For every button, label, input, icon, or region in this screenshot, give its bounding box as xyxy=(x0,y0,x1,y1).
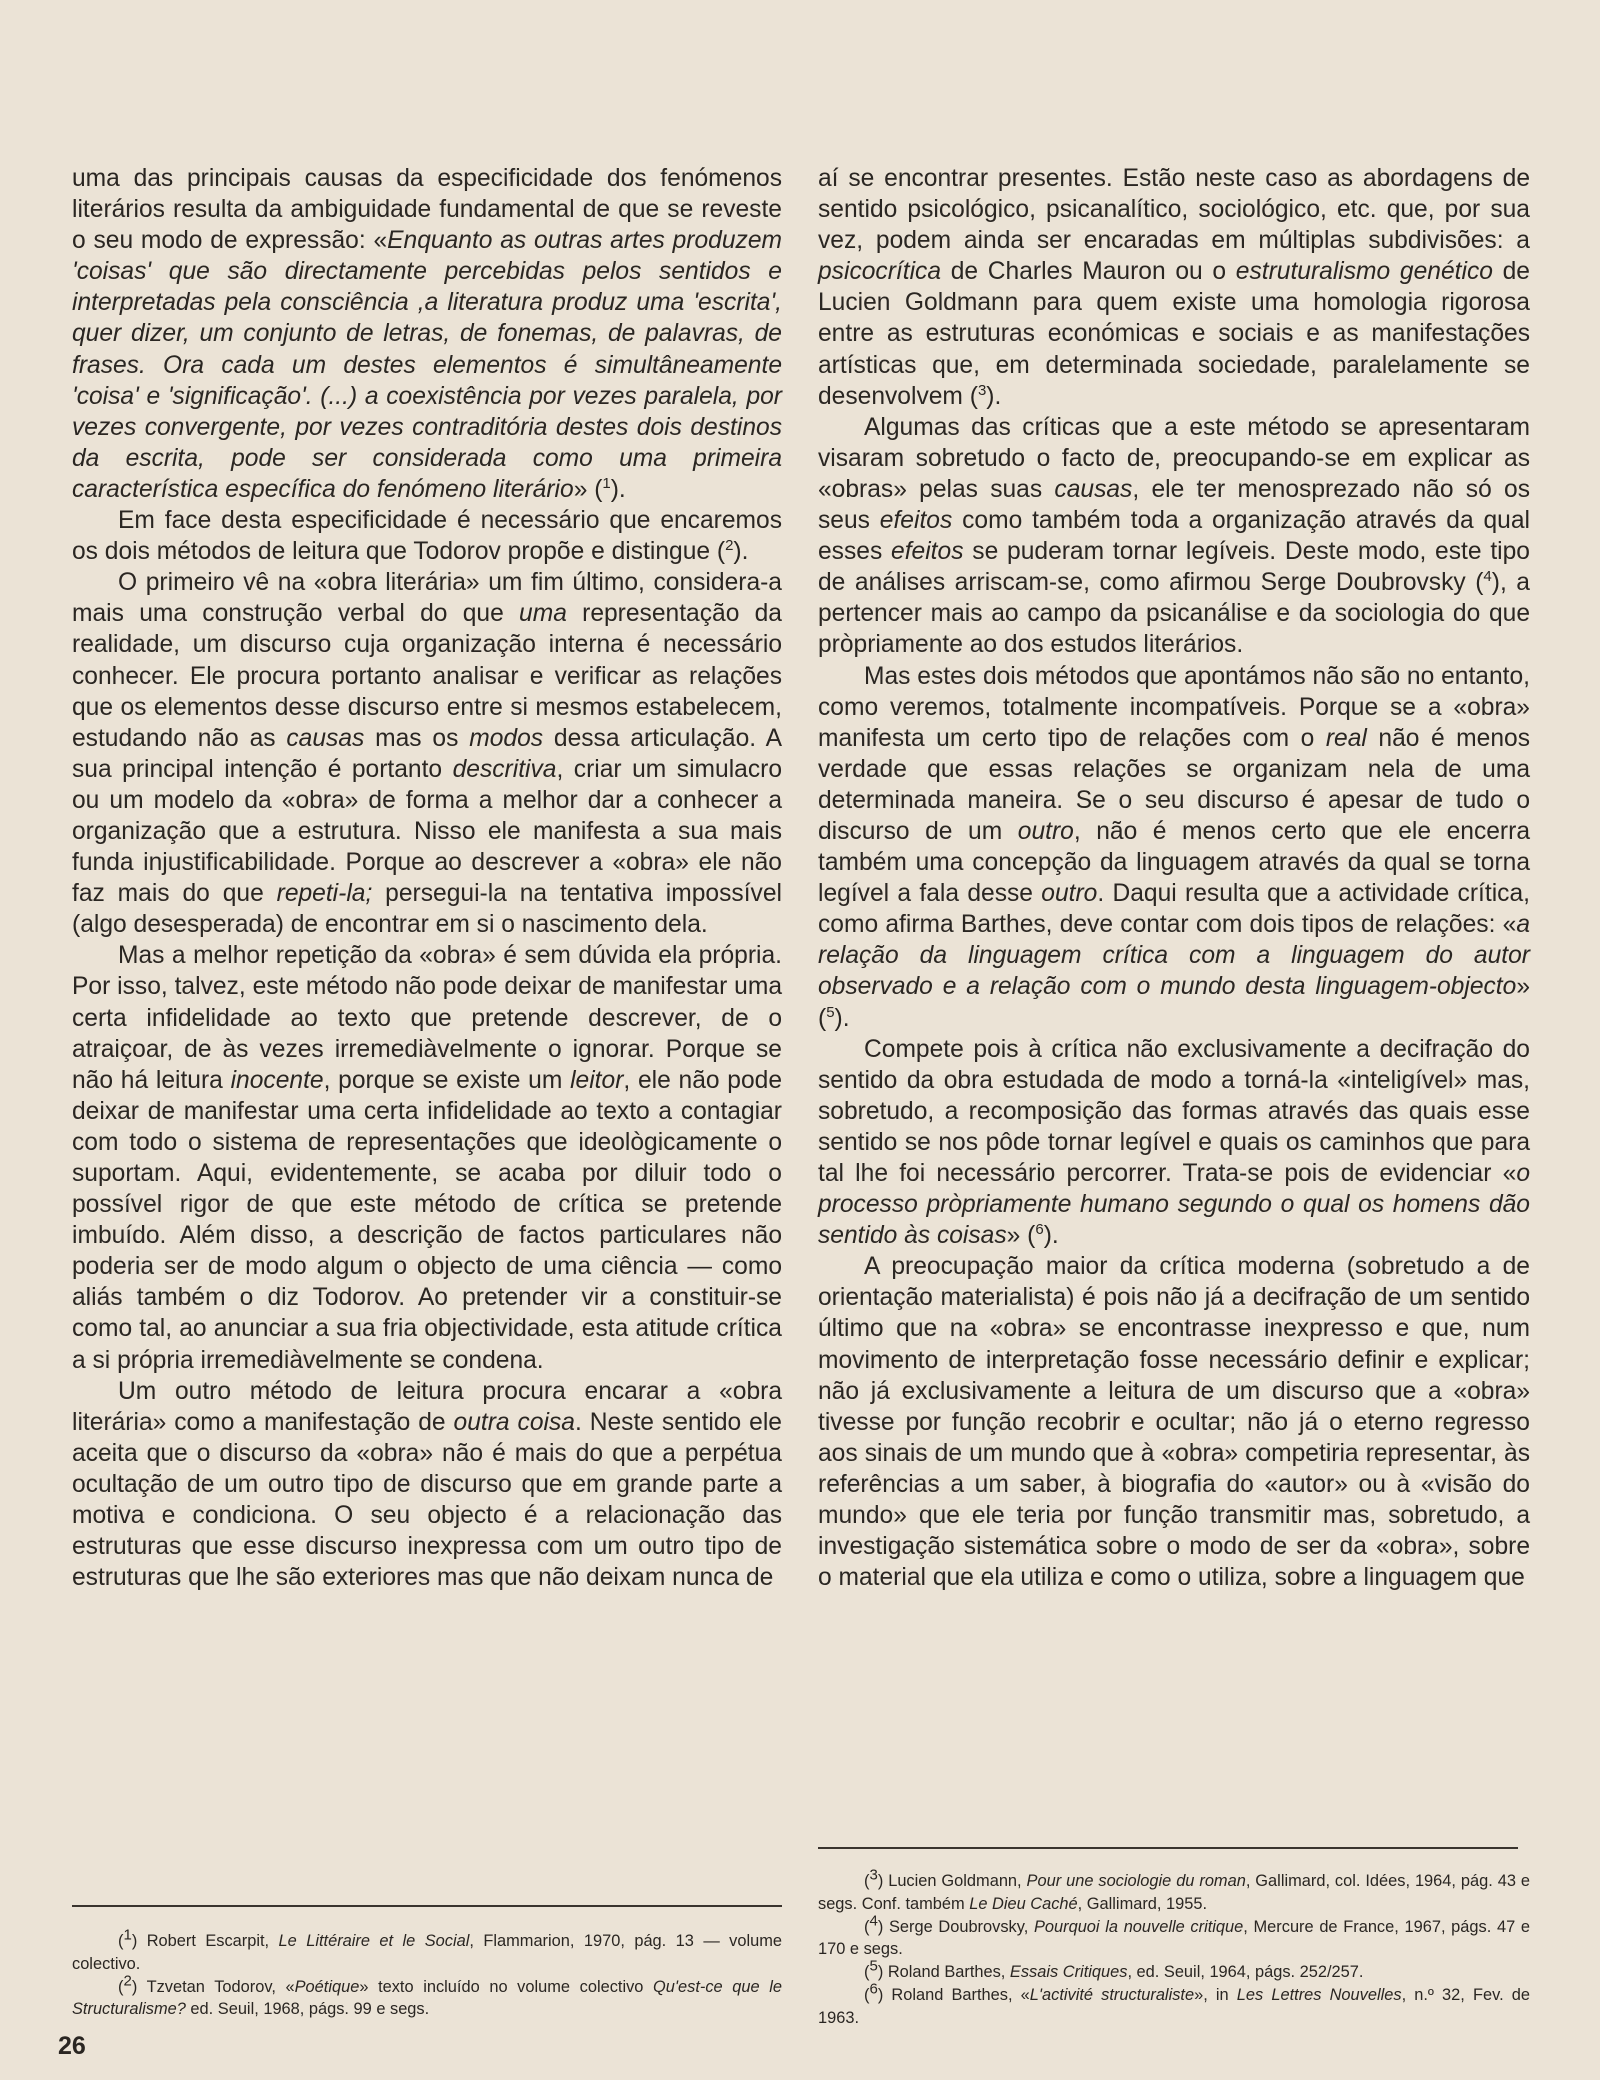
italic-run: Enquanto as outras artes produzem 'coisas' que são directamente percebidas pelos sentidos e interpretadas pela consciência ,a literatura produz uma 'escrita', quer dizer, um conjunto de letras, de fonemas, de palavras, de frases. Ora cada um destes elementos é simultâneamente 'coisa' e 'significação'. (...) a coexistência por vezes paralela, por vezes convergente, por vezes contraditória destes dois destinos da escrita, pode ser considerada como uma primeira característica específica do fenómeno literário xyxy=(72,227,782,503)
footnote-marker: 4 xyxy=(1483,568,1492,586)
footnote-marker: 1 xyxy=(602,474,611,492)
text-run: , ele não pode deixar de manifestar uma certa infidelidade ao texto a contagiar com todo o sistema de representações que ideològicamente o suportam. Aqui, evidentemente, se acaba por diluir todo o possível rigor de que este método de crítica se pretende imbuído. Além disso, a descrição de factos particulares não poderia ser de modo algum o objecto de uma ciência — como aliás também o diz Todorov. Ao pretender vir a constituir-se como tal, ao anunciar a sua fria objectividade, esta atitude crítica a si própria irremediàvelmente se condena. xyxy=(72,1066,783,1374)
italic-run: Poétique xyxy=(294,1977,360,1996)
text-run: ( xyxy=(864,1985,870,2004)
text-run: », in xyxy=(1194,1985,1237,2004)
text-run: ) Robert Escarpit, xyxy=(131,1932,279,1950)
text-run: , n.º 32, Fev. de 1963. xyxy=(818,1985,1530,2027)
footnote-marker: 3 xyxy=(869,1866,878,1884)
text-run: , não é menos certo que ele encerra também uma concepção da linguagem através da qual se torna legível a fala desse xyxy=(818,817,1530,908)
text-run: ( xyxy=(118,1977,124,1996)
text-run: ( xyxy=(118,1932,124,1950)
text-run: , ele ter menosprezado não só os seus xyxy=(818,475,1530,535)
footnote xyxy=(818,1912,1530,1962)
text-run: » texto incluído no volume colectivo xyxy=(359,1977,654,1996)
footnote-marker: 4 xyxy=(869,1912,878,1930)
italic-run: L'activité structuraliste xyxy=(1029,1985,1195,2004)
footnote-marker: 6 xyxy=(869,1980,878,1998)
right-footnotes xyxy=(818,1866,1530,2030)
footnote-marker: 1 xyxy=(123,1926,132,1944)
italic-run: Qu'est-ce que le Structuralisme? xyxy=(72,1977,783,2019)
italic-run: a relação da linguagem crítica com a linguagem do autor observado e a relação com o mundo desta linguagem-objecto xyxy=(818,911,1530,1001)
footnote-marker: 5 xyxy=(826,1003,835,1021)
italic-run: repeti-la; xyxy=(276,880,373,908)
footnote-marker: 3 xyxy=(977,381,987,399)
paragraph xyxy=(818,163,1530,412)
text-run: ), a pertencer mais ao campo da psicanálise e da sociologia do que pròpriamente ao dos estudos literários. xyxy=(818,569,1530,659)
italic-run: uma xyxy=(519,600,567,628)
footnote-divider xyxy=(72,1905,782,1907)
italic-run: o processo pròpriamente humano segundo o qual os homens dão sentido às coisas xyxy=(818,1160,1530,1250)
text-run: aí se encontrar presentes. Estão neste caso as abordagens de sentido psicológico, psicanalítico, sociológico, etc. que, por sua vez, podem ainda ser encaradas em múltiplas subdivisões: a xyxy=(818,165,1530,255)
italic-run: modos xyxy=(469,724,544,752)
footnote xyxy=(818,1980,1530,2030)
italic-run: leitor xyxy=(570,1066,624,1094)
text-run: , ed. Seuil, 1964, págs. 252/257. xyxy=(1127,1963,1364,1982)
text-run: ) Serge Doubrovsky, xyxy=(877,1917,1034,1936)
footnote-marker: 6 xyxy=(1035,1221,1044,1238)
text-run: como também toda a organização através da qual esses xyxy=(818,507,1530,566)
italic-run: Le Littéraire et le Social xyxy=(278,1932,470,1950)
text-run: ). xyxy=(610,475,626,503)
text-run: » ( xyxy=(818,973,1530,1032)
paragraph xyxy=(72,940,782,1375)
italic-run: real xyxy=(1325,724,1367,752)
text-run: , Mercure de France, 1967, págs. 47 e 170 e segs. xyxy=(818,1917,1530,1959)
text-run: ) Roland Barthes, xyxy=(877,1963,1010,1982)
text-run: ). xyxy=(1043,1222,1059,1250)
text-run: dessa articulação. A sua principal intenção é portanto xyxy=(72,724,782,783)
italic-run: Pourquoi la nouvelle critique xyxy=(1033,1917,1244,1936)
text-run: Em face desta especificidade é necessário que encaremos os dois métodos de leitura que Todorov propõe e distingue ( xyxy=(72,507,782,566)
text-run: ( xyxy=(864,1872,870,1890)
text-run: ( xyxy=(864,1963,870,1982)
text-run: , porque se existe um xyxy=(323,1066,571,1094)
page-number: 26 xyxy=(58,2032,86,2060)
italic-run: causas xyxy=(1054,475,1133,503)
text-run: não é menos verdade que essas relações se organizam nela de uma determinada maneira. Se o seu discurso é apesar de tudo o discurso de um xyxy=(818,724,1530,845)
text-run: A preocupação maior da crítica moderna (sobretudo a de orientação materialista) é pois não já a decifração de um sentido último que na «obra» se encontrasse inexpresso e que, num movimento de interpretação fosse necessário definir e explicar; não já exclusivamente a leitura de um discurso que a «obra» tivesse por função recobrir e ocultar; não já o eterno regresso aos sinais de um mundo que à «obra» competiria representar, às referências a um saber, à biografia do «autor» ou à «visão do mundo» que ele teria por função transmitir mas, sobretudo, a investigação sistemática sobre o modo de ser da «obra», sobre o material que ela utiliza e como o utiliza, sobre a linguagem que xyxy=(818,1253,1530,1592)
italic-run: outro xyxy=(1017,817,1074,845)
text-run: , Gallimard, col. Idées, 1964, pág. 43 e segs. Conf. também xyxy=(818,1872,1530,1913)
italic-run: causas xyxy=(286,724,365,752)
footnote xyxy=(72,1972,783,2022)
text-run: de Lucien Goldmann para quem existe uma homologia rigorosa entre as estruturas económicas e sociais e as manifestações artísticas que, em determinada sociedade, paralelamente se desenvolvem ( xyxy=(818,258,1530,410)
italic-run: outra coisa xyxy=(453,1408,575,1436)
text-run: Algumas das críticas que a este método se apresentaram visaram sobretudo o facto de, preocupando-se em explicar as «obras» pelas suas xyxy=(818,413,1530,503)
text-run: , Gallimard, 1955. xyxy=(1077,1894,1208,1913)
text-run: ) Lucien Goldmann, xyxy=(877,1872,1027,1890)
footnote-divider xyxy=(818,1847,1518,1849)
text-run: representação da realidade, um discurso cuja organização interna é necessário conhecer. Ele procura portanto analisar e verificar as relações que os elementos desse discurso entre si mesmos estabelecem, estudando não as xyxy=(72,600,782,752)
text-run: . Daqui resulta que a actividade crítica, como afirma Barthes, deve contar com dois tipos de relações: « xyxy=(818,880,1530,939)
text-run: de Charles Mauron ou o xyxy=(941,258,1236,286)
italic-run: descritiva xyxy=(452,755,557,783)
footnote xyxy=(818,1866,1530,1916)
paragraph xyxy=(72,505,782,567)
text-run: ). xyxy=(986,382,1002,410)
italic-run: outro xyxy=(1041,880,1098,908)
text-run: Um outro método de leitura procura encarar a «obra literária» como a manifestação de xyxy=(72,1377,782,1436)
text-run: . Neste sentido ele aceita que o discurso da «obra» não é mais do que a perpétua ocultação de um outro tipo de discurso que em grande parte a motiva e condiciona. O seu objecto é a relacionação das estruturas que esse discurso inexpressa com um outro tipo de estruturas que lhe são exteriores mas que não deixam nunca de xyxy=(72,1408,782,1592)
footnote-marker: 2 xyxy=(123,1972,132,1990)
text-run: ). xyxy=(733,538,749,566)
paragraph xyxy=(72,1376,782,1594)
italic-run: Essais Critiques xyxy=(1009,1963,1128,1982)
italic-run: Le Dieu Caché xyxy=(969,1894,1078,1913)
text-run: mas os xyxy=(364,724,470,752)
italic-run: Les Lettres Nouvelles xyxy=(1236,1985,1402,2004)
text-run: » ( xyxy=(1006,1222,1036,1250)
text-run: Compete pois à crítica não exclusivamente a decifração do sentido da obra estudada de modo a torná-la «inteligível» mas, sobretudo, a recomposição das formas através das quais esse sentido se nos pôde tornar legível e quais os caminhos que para tal lhe foi necessário percorrer. Trata-se pois de evidenciar « xyxy=(818,1035,1530,1187)
italic-run: efeitos xyxy=(891,538,964,566)
italic-run: Pour une sociologie du roman xyxy=(1026,1872,1246,1890)
footnote xyxy=(818,1957,1530,1984)
text-run: ( xyxy=(864,1917,870,1936)
text-run: O primeiro vê na «obra literária» um fim último, considera-a mais uma construção verbal do que xyxy=(72,569,782,628)
right-column xyxy=(818,163,1530,1593)
left-column xyxy=(72,163,782,1593)
text-run: se puderam tornar legíveis. Deste modo, este tipo de análises arriscam-se, como afirmou Serge Doubrovsky ( xyxy=(818,538,1530,597)
paragraph xyxy=(72,163,782,505)
italic-run: inocente xyxy=(230,1066,324,1094)
footnote-marker: 5 xyxy=(869,1957,878,1975)
paragraph xyxy=(818,661,1530,1034)
paragraph xyxy=(818,1034,1530,1252)
text-run: uma das principais causas da especificidade dos fenómenos literários resulta da ambiguidade fundamental de que se reveste o seu modo de expressão: « xyxy=(72,165,782,255)
left-footnotes xyxy=(72,1926,783,2021)
text-run: Mas a melhor repetição da «obra» é sem dúvida ela própria. Por isso, talvez, este método não pode deixar de manifestar uma certa infidelidade ao texto que pretende descrever, de o atraiçoar, de às vezes irremediàvelmente o ignorar. Porque se não há leitura xyxy=(72,942,782,1094)
footnote-marker: 2 xyxy=(725,536,734,554)
text-run: ) Tzvetan Todorov, « xyxy=(131,1977,295,1996)
italic-run: efeitos xyxy=(879,507,953,535)
text-run: ) Roland Barthes, « xyxy=(877,1985,1030,2004)
text-run: persegui-la na tentativa impossível (algo desesperada) de encontrar em si o nascimento dela. xyxy=(72,880,782,939)
paragraph xyxy=(818,1251,1530,1593)
text-run: ). xyxy=(834,1004,850,1032)
text-run: , criar um simulacro ou um modelo da «obra» de forma a melhor dar a conhecer a organização que a estrutura. Nisso ele manifesta a sua mais funda injustificabilidade. Porque ao descrever a «obra» ele não faz mais do que xyxy=(72,755,782,908)
paragraph xyxy=(818,412,1530,661)
text-run: , Flammarion, 1970, pág. 13 — volume colectivo. xyxy=(72,1932,782,1973)
italic-run: psicocrítica xyxy=(818,258,942,286)
paragraph xyxy=(72,567,782,940)
italic-run: estruturalismo genético xyxy=(1235,258,1493,286)
text-run: » ( xyxy=(573,475,603,503)
text-run: ed. Seuil, 1968, págs. 99 e segs. xyxy=(185,2000,430,2019)
footnote xyxy=(72,1926,782,1976)
text-run: Mas estes dois métodos que apontámos não são no entanto, como veremos, totalmente incompatíveis. Porque se a «obra» manifesta um certo tipo de relações com o xyxy=(818,662,1530,752)
